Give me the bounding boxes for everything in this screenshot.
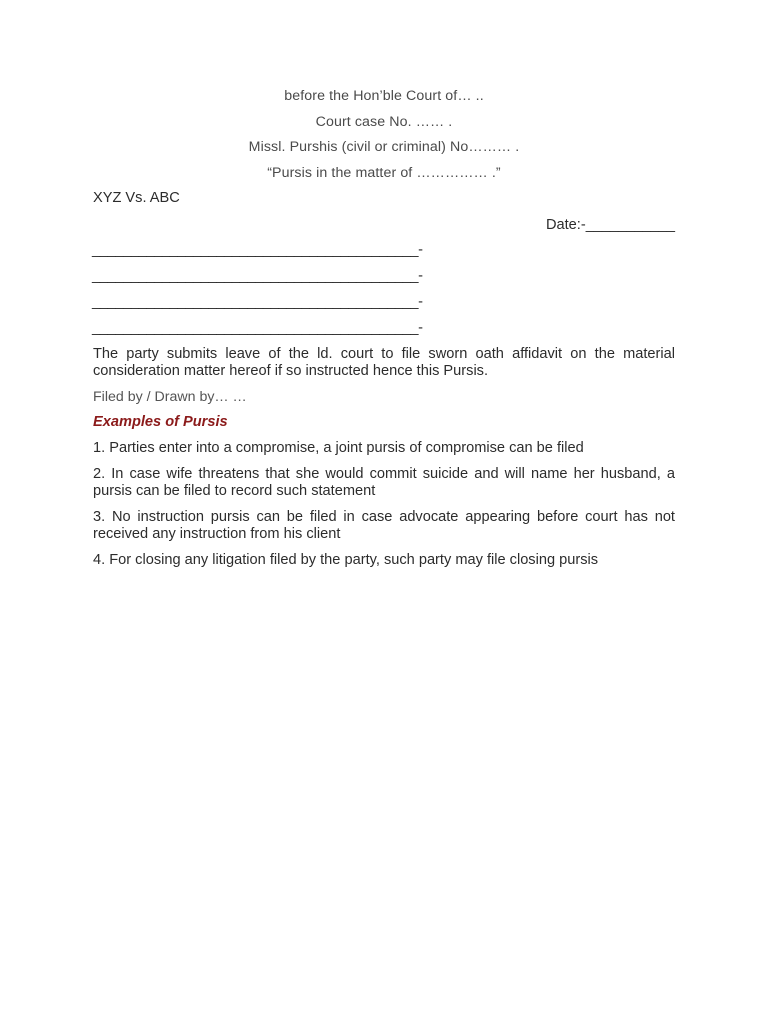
example-item-4: 4. For closing any litigation filed by the party, such party may file closing pursis xyxy=(93,552,599,568)
parties-line: XYZ Vs. ABC xyxy=(93,190,180,206)
example-item-1: 1. Parties enter into a compromise, a joint pursis of compromise can be filed xyxy=(93,440,584,456)
case-number-line: Court case No. …… . xyxy=(315,114,453,130)
pursis-number-line: Missl. Purshis (civil or criminal) No……… . xyxy=(248,139,520,155)
example-item-3: 3. No instruction pursis can be filed in case advocate appearing before court has not received any instruction from his client xyxy=(93,509,675,542)
date-field: Date:-___________ xyxy=(545,217,675,233)
court-heading: before the Hon’ble Court of… .. xyxy=(284,88,484,104)
filed-by-line: Filed by / Drawn by… … xyxy=(93,389,247,405)
blank-line-4: __________________________________________- xyxy=(92,320,423,336)
blank-line-2: __________________________________________- xyxy=(92,268,423,284)
blank-line-3: __________________________________________- xyxy=(92,294,423,310)
submission-paragraph: The party submits leave of the ld. court to file sworn oath affidavit on the material consideration matter hereof if so instructed hence this Pursis. xyxy=(93,346,675,379)
examples-heading: Examples of Pursis xyxy=(93,414,228,430)
pursis-matter-line: “Pursis in the matter of …………… .” xyxy=(267,165,501,181)
example-item-2: 2. In case wife threatens that she would commit suicide and will name her husband, a pursis can be filed to record such statement xyxy=(93,466,675,499)
blank-line-1: __________________________________________- xyxy=(92,242,423,258)
